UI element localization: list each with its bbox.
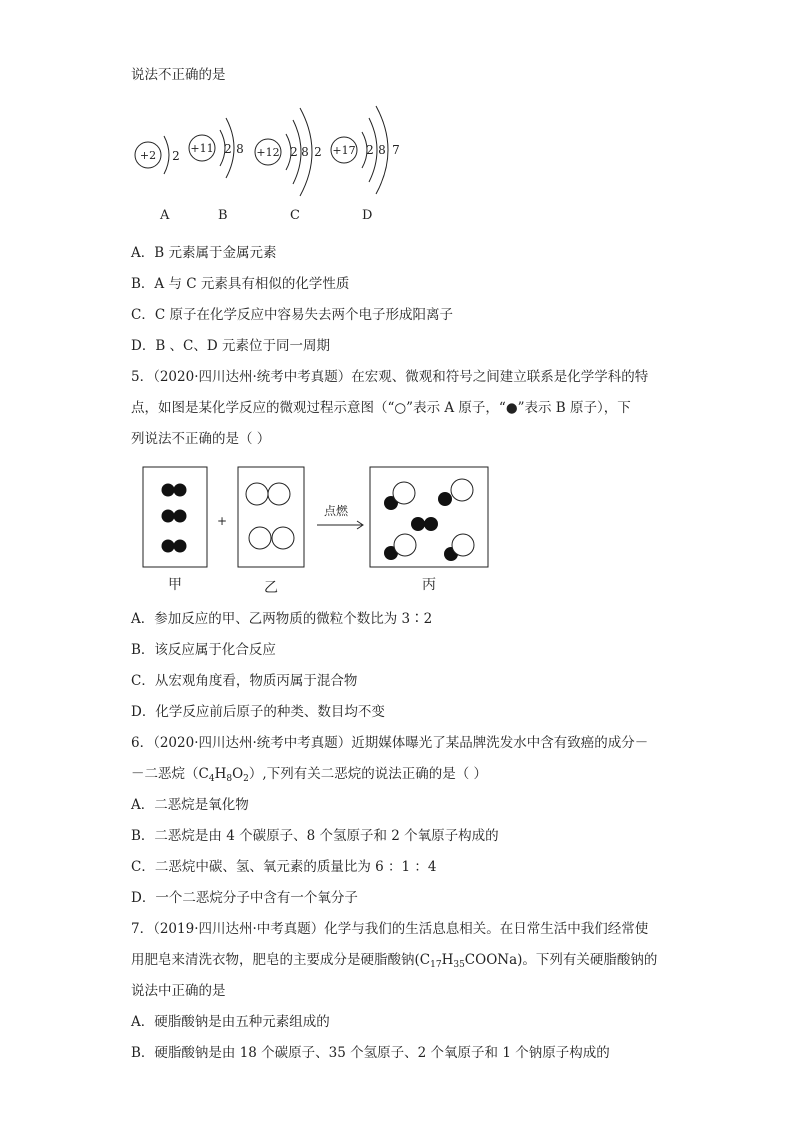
atom-c-e1: 2 bbox=[290, 145, 298, 159]
q7-stem-line3: 说法中正确的是 bbox=[131, 983, 226, 999]
atom-c-charge: +12 bbox=[256, 146, 280, 159]
atom-a-e1: 2 bbox=[172, 149, 180, 163]
atom-a-shell bbox=[164, 136, 169, 174]
atom-d-e2: 8 bbox=[378, 143, 386, 157]
atom-b-e2: 8 bbox=[236, 142, 244, 156]
box-yi bbox=[238, 467, 304, 567]
label-jia: 甲 bbox=[168, 577, 182, 593]
q4-option-b: B．A 与 C 元素具有相似的化学性质 bbox=[131, 276, 350, 292]
atom-label-d: D bbox=[362, 208, 373, 223]
q5-option-c: C．从宏观角度看，物质丙属于混合物 bbox=[131, 673, 358, 689]
label-yi: 乙 bbox=[264, 580, 278, 596]
q5-option-b: B．该反应属于化合反应 bbox=[131, 642, 276, 658]
question-4-tail: 说法不正确的是 bbox=[131, 67, 226, 83]
q7-stem-line1: 7．（2019·四川达州·中考真题）化学与我们的生活息息相关。在日常生活中我们经常使 bbox=[131, 921, 649, 937]
q4-option-c: C．C 原子在化学反应中容易失去两个电子形成阳离子 bbox=[131, 307, 453, 323]
q6-stem-line2: －二恶烷$(C_4H_8O_2)$,下列有关二恶烷的说法正确的是（ ） bbox=[131, 766, 487, 784]
plus-sign: + bbox=[216, 514, 228, 528]
q6-stem-line1: 6．（2020·四川达州·统考中考真题）近期媒体曝光了某品牌洗发水中含有致癌的成分－ bbox=[131, 735, 649, 751]
atom-d-charge: +17 bbox=[332, 144, 356, 157]
q7-option-b: B．硬脂酸钠是由 18 个碳原子、35 个氢原子、2 个氧原子和 1 个钠原子构成的 bbox=[131, 1045, 610, 1061]
reaction-micro-diagram bbox=[140, 465, 500, 600]
q6-option-b: B．二恶烷是由 4 个碳原子、8 个氢原子和 2 个氧原子构成的 bbox=[131, 828, 499, 844]
atom-b-charge: +11 bbox=[190, 142, 214, 155]
q6-option-d: D．一个二恶烷分子中含有一个氧分子 bbox=[131, 890, 358, 906]
atom-label-b: B bbox=[218, 208, 228, 223]
q5-option-d: D．化学反应前后原子的种类、数目均不变 bbox=[131, 704, 385, 720]
atom-label-c: C bbox=[290, 208, 300, 223]
atom-label-a: A bbox=[160, 208, 170, 223]
q5-stem-line1: 5．（2020·四川达州·统考中考真题）在宏观、微观和符号之间建立联系是化学学科的特 bbox=[131, 369, 649, 385]
label-bing: 丙 bbox=[422, 577, 436, 593]
atom-c-e2: 8 bbox=[301, 145, 309, 159]
atom-d-e3: 7 bbox=[392, 143, 400, 157]
atom-b-e1: 2 bbox=[224, 142, 232, 156]
q4-option-a: A．B 元素属于金属元素 bbox=[131, 245, 277, 261]
atom-c-e3: 2 bbox=[314, 145, 322, 159]
q6-option-c: C．二恶烷中碳、氢、氧元素的质量比为 6 ：1 ：4 bbox=[131, 859, 437, 875]
q6-option-a: A．二恶烷是氧化物 bbox=[131, 797, 249, 813]
atom-d-e1: 2 bbox=[366, 143, 374, 157]
atom-structure-diagram bbox=[130, 100, 420, 200]
q7-stem-line2: 用肥皂来清洗衣物，肥皂的主要成分是硬脂酸钠$(C_{17}H_{35}COONa)$。下列有关硬脂酸钠的 bbox=[131, 952, 658, 970]
q5-stem-line2: 点，如图是某化学反应的微观过程示意图（“○”表示 A 原子，“●”表示 B 原子），下 bbox=[131, 400, 631, 416]
q5-stem-line3: 列说法不正确的是（ ） bbox=[131, 431, 271, 447]
q4-option-d: D．B 、C、D 元素位于同一周期 bbox=[131, 338, 330, 354]
atom-a-charge: +2 bbox=[139, 149, 157, 162]
condition-label: 点燃 bbox=[323, 504, 349, 518]
q7-option-a: A．硬脂酸钠是由五种元素组成的 bbox=[131, 1014, 330, 1030]
q5-option-a: A．参加反应的甲、乙两物质的微粒个数比为 3∶2 bbox=[131, 611, 433, 627]
